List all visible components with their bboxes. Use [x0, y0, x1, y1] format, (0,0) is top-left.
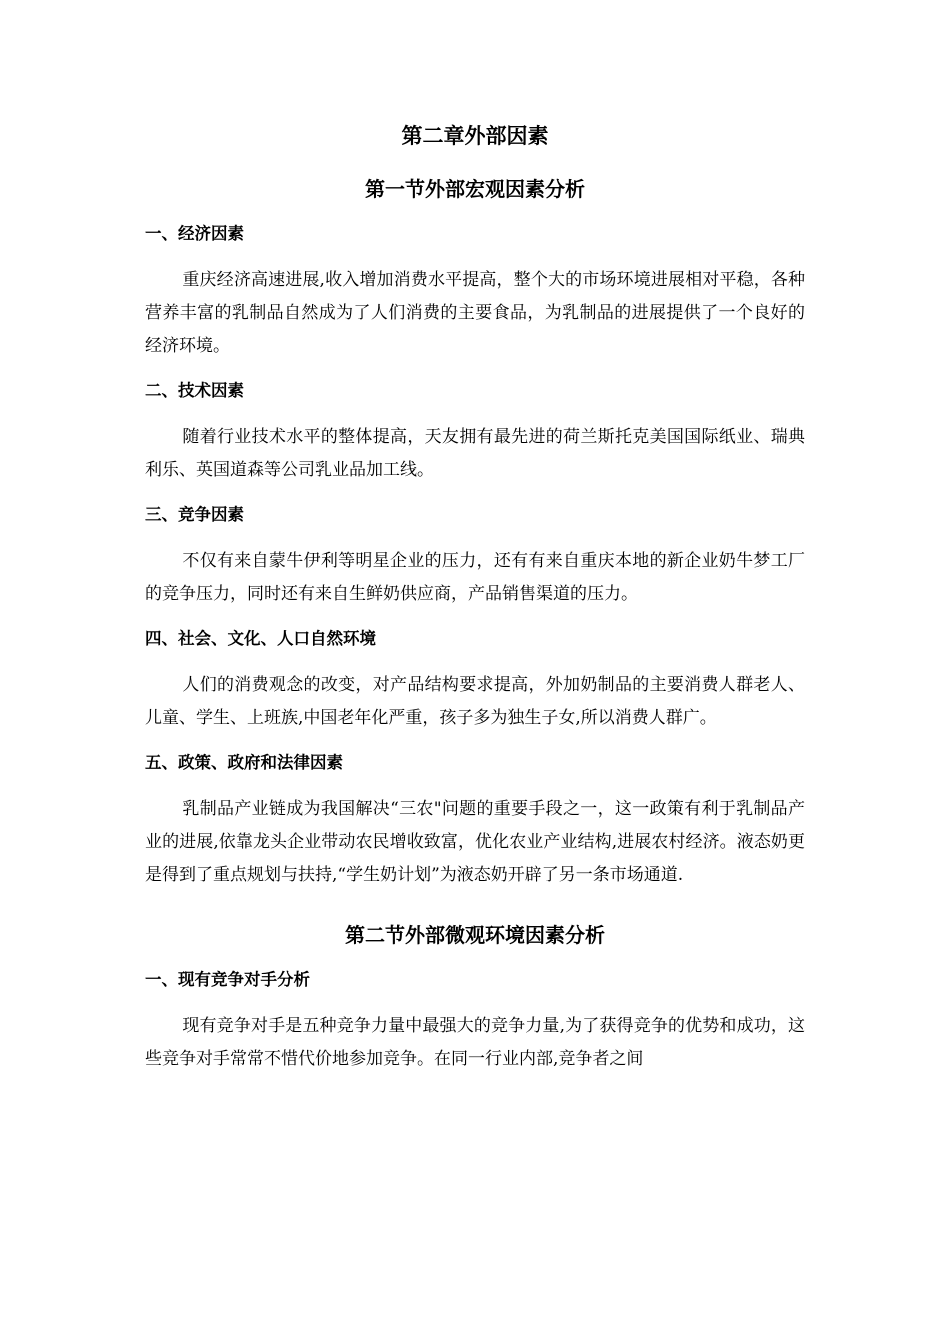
section-title-micro: 第二节外部微观环境因素分析 [345, 923, 605, 947]
paragraph-policy: 乳制品产业链成为我国解决“三农"问题的重要手段之一，这一政策有利于乳制品产业的进展,依靠龙头企业带动农民增收致富，优化农业产业结构,进展农村经济。液态奶更是得到了重点规划与扶持,“学生奶计划”为液态奶开辟了另一条市场通道. [145, 799, 805, 885]
paragraph-technology: 随着行业技术水平的整体提高，天友拥有最先进的荷兰斯托克美国国际纸业、瑞典利乐、英国道森等公司乳业品加工线。 [145, 427, 805, 480]
section-title-macro: 第一节外部宏观因素分析 [365, 177, 585, 201]
paragraph-competitors: 现有竞争对手是五种竞争力量中最强大的竞争力量,为了获得竞争的优势和成功，这些竞争对手常常不惜代价地参加竞争。在同一行业内部,竞争者之间 [145, 1016, 805, 1069]
heading-policy: 五、政策、政府和法律因素 [145, 753, 343, 772]
heading-technology: 二、技术因素 [145, 381, 244, 400]
paragraph-society: 人们的消费观念的改变，对产品结构要求提高，外加奶制品的主要消费人群老人、儿童、学生、上班族,中国老年化严重，孩子多为独生子女,所以消费人群广。 [145, 675, 805, 728]
heading-competition: 三、竞争因素 [145, 505, 244, 524]
heading-economic: 一、经济因素 [145, 224, 244, 243]
document-page [145, 118, 805, 1092]
heading-society: 四、社会、文化、人口自然环境 [145, 629, 376, 648]
paragraph-economic: 重庆经济高速进展,收入增加消费水平提高，整个大的市场环境进展相对平稳，各种营养丰富的乳制品自然成为了人们消费的主要食品，为乳制品的进展提供了一个良好的经济环境。 [145, 270, 805, 356]
paragraph-competition: 不仅有来自蒙牛伊利等明星企业的压力，还有有来自重庆本地的新企业奶牛梦工厂的竞争压力，同时还有来自生鲜奶供应商，产品销售渠道的压力。 [145, 551, 805, 604]
chapter-title: 第二章外部因素 [401, 124, 549, 148]
heading-competitors: 一、现有竞争对手分析 [145, 970, 310, 989]
